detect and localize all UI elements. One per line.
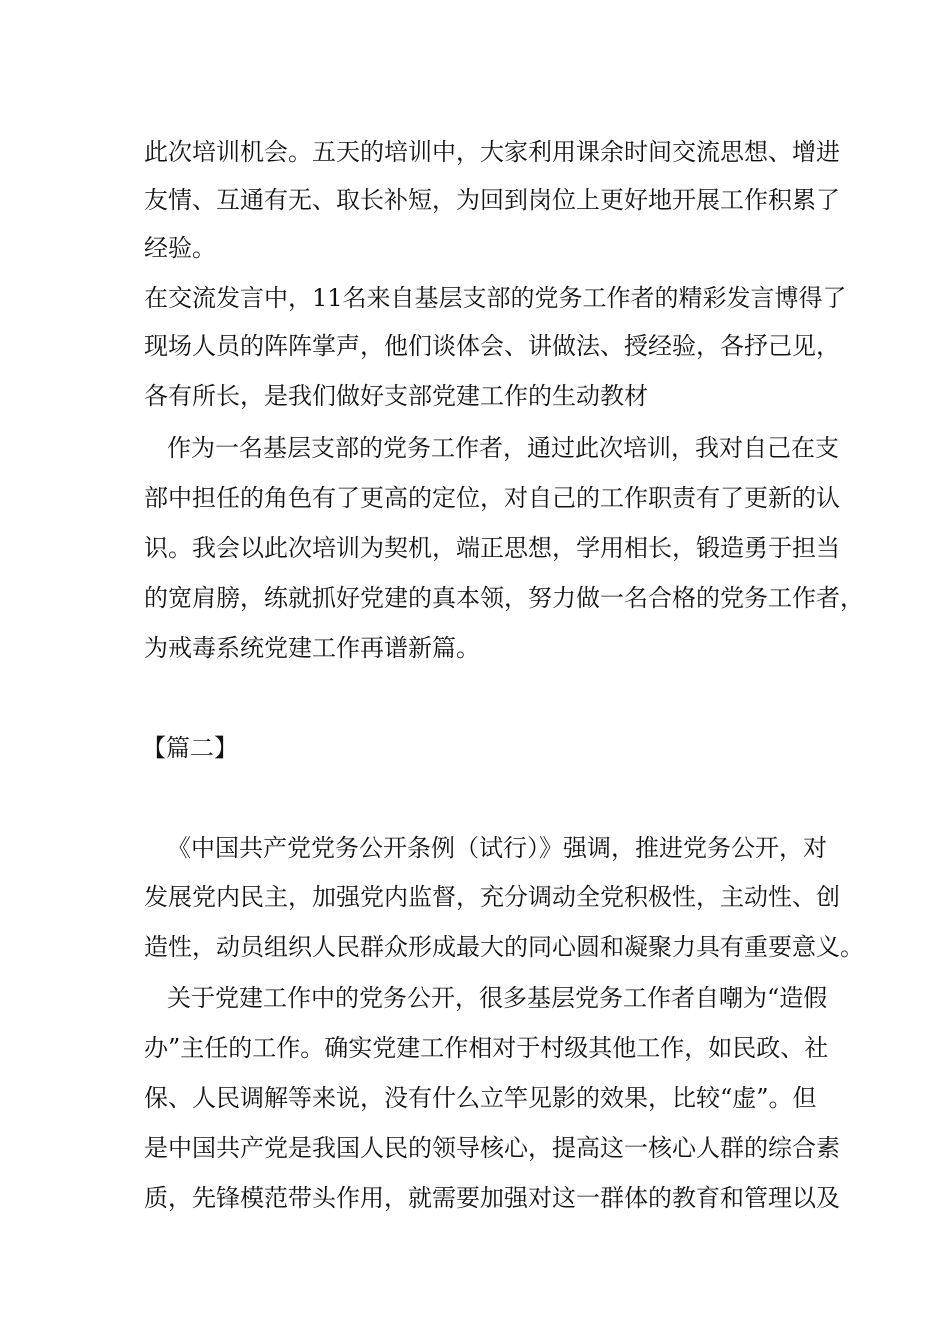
- text-line: 经验。: [144, 234, 216, 262]
- text-line: 《中国共产党党务公开条例（试行）》强调，推进党务公开，对: [167, 834, 827, 862]
- text-line: 发展党内民主，加强党内监督，充分调动全党积极性，主动性、创: [144, 883, 840, 911]
- text-line: 是中国共产党是我国人民的领导核心，提高这一核心人群的综合素: [144, 1134, 840, 1162]
- text-line: 各有所长，是我们做好支部党建工作的生动教材: [144, 382, 648, 410]
- text-line: 在交流发言中，11名来自基层支部的党务工作者的精彩发言博得了: [144, 284, 847, 312]
- text-line: 现场人员的阵阵掌声，他们谈体会、讲做法、授经验，各抒己见，: [144, 332, 840, 360]
- text-line: 部中担任的角色有了更高的定位，对自己的工作职责有了更新的认: [144, 484, 840, 512]
- text-line: 关于党建工作中的党务公开，很多基层党务工作者自嘲为“造假: [167, 984, 828, 1012]
- text-line: 为戒毒系统党建工作再谱新篇。: [144, 634, 480, 662]
- text-line: 保、人民调解等来说，没有什么立竿见影的效果，比较“虚”。但: [144, 1084, 817, 1112]
- text-line: 质，先锋模范带头作用，就需要加强对这一群体的教育和管理以及: [144, 1184, 840, 1212]
- section-heading: 【篇二】: [142, 734, 238, 762]
- text-line: 友情、互通有无、取长补短，为回到岗位上更好地开展工作积累了: [144, 186, 840, 214]
- text-line: 识。我会以此次培训为契机，端正思想，学用相长，锻造勇于担当: [144, 534, 840, 562]
- text-line: 的宽肩膀，练就抓好党建的真本领，努力做一名合格的党务工作者，: [144, 584, 864, 612]
- text-line: 造性，动员组织人民群众形成最大的同心圆和凝聚力具有重要意义。: [144, 933, 864, 961]
- text-line: 作为一名基层支部的党务工作者，通过此次培训，我对自己在支: [167, 434, 839, 462]
- text-line: 办”主任的工作。确实党建工作相对于村级其他工作，如民政、社: [144, 1034, 829, 1062]
- text-line: 此次培训机会。五天的培训中，大家利用课余时间交流思想、增进: [144, 138, 840, 166]
